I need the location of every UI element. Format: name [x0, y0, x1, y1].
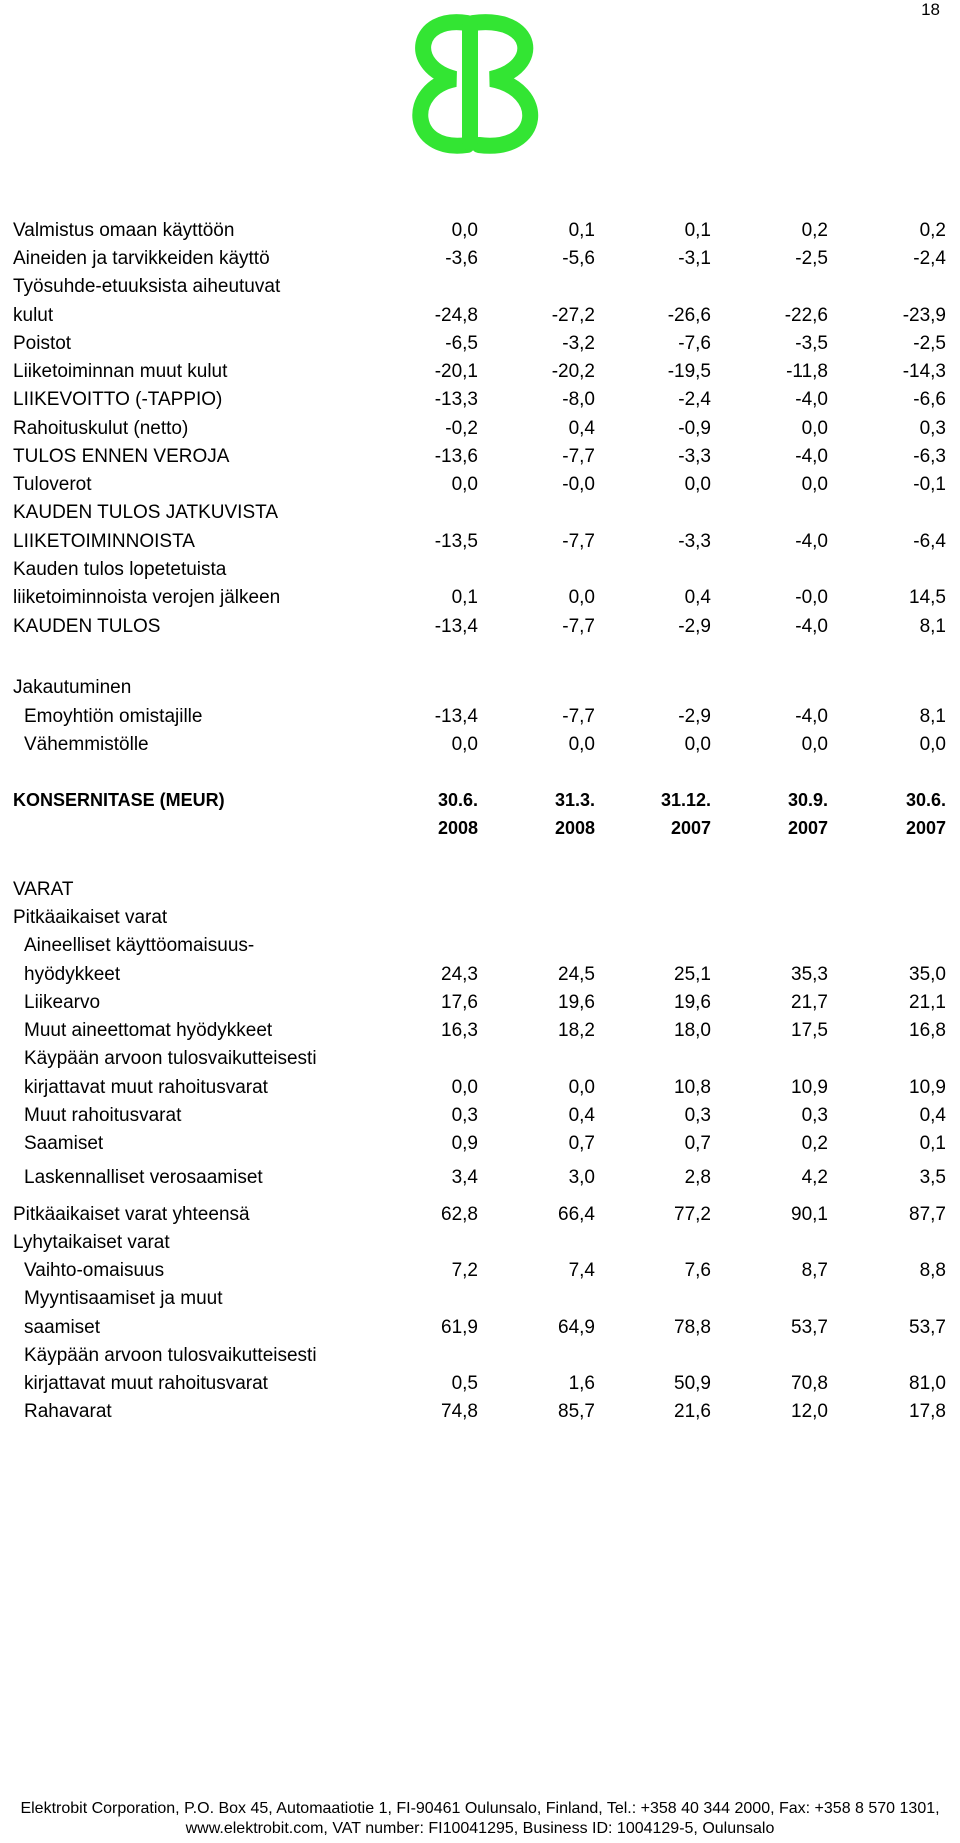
cell-value: -7,6 — [678, 333, 711, 354]
cell-value: 24,3 — [441, 964, 478, 985]
cell-value: -6,6 — [913, 389, 946, 410]
row-label: Laskennalliset verosaamiset — [24, 1167, 263, 1188]
asset-row — [0, 1167, 960, 1197]
cell-value: 21,6 — [674, 1401, 711, 1422]
cell-value: -13,3 — [434, 389, 478, 410]
cell-value: 0,1 — [568, 220, 595, 241]
income-row — [0, 276, 960, 306]
asset-row — [0, 992, 960, 1022]
row-label: Pitkäaikaiset varat — [13, 907, 168, 928]
cell-value: 21,7 — [791, 992, 828, 1013]
cell-value: 2008 — [554, 818, 595, 838]
cell-value: 10,9 — [791, 1077, 828, 1098]
row-label: Poistot — [13, 333, 72, 354]
cell-value: 31.12. — [660, 790, 711, 810]
cell-value: -2,4 — [913, 248, 946, 269]
cell-value: 30.6. — [437, 790, 478, 810]
cell-value: -2,9 — [678, 616, 711, 637]
cell-value: 66,4 — [558, 1204, 595, 1225]
asset-row — [0, 935, 960, 965]
income-row — [0, 220, 960, 250]
cell-value: 0,2 — [801, 220, 828, 241]
cell-value: -22,6 — [784, 305, 828, 326]
cell-value: 7,6 — [684, 1260, 711, 1281]
cell-value: 35,3 — [791, 964, 828, 985]
cell-value: -4,0 — [795, 389, 828, 410]
cell-value: -0,0 — [562, 474, 595, 495]
cell-value: 0,9 — [451, 1133, 478, 1154]
cell-value: 0,7 — [568, 1133, 595, 1154]
cell-value: 3,5 — [919, 1167, 946, 1188]
cell-value: 2008 — [437, 818, 478, 838]
cell-value: 74,8 — [441, 1401, 478, 1422]
cell-value: 7,4 — [568, 1260, 595, 1281]
cell-value: -24,8 — [434, 305, 478, 326]
cell-value: 0,4 — [919, 1105, 946, 1126]
asset-row — [0, 1373, 960, 1403]
cell-value: -4,0 — [795, 616, 828, 637]
income-row — [0, 333, 960, 363]
footer-registration: www.elektrobit.com, VAT number: FI10041295, Business ID: 1004129-5, Oulunsalo — [185, 1820, 775, 1837]
row-label: Liiketoiminnan muut kulut — [13, 361, 228, 382]
cell-value: 18,0 — [674, 1020, 711, 1041]
cell-value: -23,9 — [902, 305, 946, 326]
cell-value: 2007 — [670, 818, 711, 838]
cell-value: 0,0 — [451, 220, 478, 241]
row-label: Lyhytaikaiset varat — [13, 1232, 170, 1253]
cell-value: 0,0 — [568, 734, 595, 755]
asset-row — [0, 1105, 960, 1135]
cell-value: -6,5 — [445, 333, 478, 354]
elektrobit-logo — [395, 5, 555, 170]
cell-value: -2,5 — [913, 333, 946, 354]
cell-value: -2,9 — [678, 706, 711, 727]
cell-value: 0,2 — [919, 220, 946, 241]
cell-value: -0,9 — [678, 418, 711, 439]
cell-value: 0,1 — [919, 1133, 946, 1154]
cell-value: 17,6 — [441, 992, 478, 1013]
cell-value: -3,3 — [678, 446, 711, 467]
income-row — [0, 418, 960, 448]
cell-value: 21,1 — [909, 992, 946, 1013]
row-label: Vähemmistölle — [24, 734, 149, 755]
cell-value: 10,8 — [674, 1077, 711, 1098]
cell-value: 0,0 — [568, 587, 595, 608]
cell-value: -3,6 — [445, 248, 478, 269]
row-label: KONSERNITASE (MEUR) — [13, 790, 225, 810]
row-label: Aineiden ja tarvikkeiden käyttö — [13, 248, 270, 269]
cell-value: 90,1 — [791, 1204, 828, 1225]
cell-value: 30.6. — [905, 790, 946, 810]
cell-value: 16,3 — [441, 1020, 478, 1041]
cell-value: 0,3 — [801, 1105, 828, 1126]
section-heading — [0, 1232, 960, 1262]
cell-value: 87,7 — [909, 1204, 946, 1225]
cell-value: 61,9 — [441, 1317, 478, 1338]
cell-value: -7,7 — [562, 446, 595, 467]
distribution-row — [0, 706, 960, 736]
cell-value: -20,2 — [551, 361, 595, 382]
asset-row — [0, 964, 960, 994]
total-row — [0, 1204, 960, 1234]
cell-value: 81,0 — [909, 1373, 946, 1394]
footer-address: Elektrobit Corporation, P.O. Box 45, Automaatiotie 1, FI-90461 Oulunsalo, Finland, Tel.: +358 40 344 2000, Fax: +358 8 570 1301, — [20, 1800, 940, 1817]
cell-value: 8,8 — [919, 1260, 946, 1281]
cell-value: -13,6 — [434, 446, 478, 467]
cell-value: -4,0 — [795, 446, 828, 467]
row-label: Kauden tulos lopetetuista — [13, 559, 227, 580]
cell-value: -20,1 — [434, 361, 478, 382]
cell-value: 0,0 — [451, 474, 478, 495]
cell-value: 0,0 — [801, 474, 828, 495]
row-label: Rahoituskulut (netto) — [13, 418, 189, 439]
page-number: 18 — [921, 0, 940, 19]
row-label: VARAT — [13, 879, 74, 900]
row-label: Muut aineettomat hyödykkeet — [24, 1020, 273, 1041]
cell-value: -4,0 — [795, 706, 828, 727]
cell-value: -0,2 — [445, 418, 478, 439]
row-label: LIIKETOIMINNOISTA — [13, 531, 195, 552]
cell-value: -2,5 — [795, 248, 828, 269]
row-label: kirjattavat muut rahoitusvarat — [24, 1373, 268, 1394]
cell-value: 0,4 — [684, 587, 711, 608]
row-label: Muut rahoitusvarat — [24, 1105, 182, 1126]
cell-value: 12,0 — [791, 1401, 828, 1422]
cell-value: 0,4 — [568, 418, 595, 439]
section-heading — [0, 677, 960, 707]
cell-value: 2007 — [787, 818, 828, 838]
cell-value: -3,3 — [678, 531, 711, 552]
cell-value: 0,0 — [919, 734, 946, 755]
row-label: Myyntisaamiset ja muut — [24, 1288, 223, 1309]
cell-value: 4,2 — [801, 1167, 828, 1188]
asset-row — [0, 1288, 960, 1318]
row-label: Aineelliset käyttöomaisuus- — [24, 935, 255, 956]
cell-value: 2,8 — [684, 1167, 711, 1188]
row-label: Vaihto-omaisuus — [24, 1260, 165, 1281]
row-label: kulut — [13, 305, 54, 326]
cell-value: -2,4 — [678, 389, 711, 410]
cell-value: 85,7 — [558, 1401, 595, 1422]
cell-value: 0,0 — [801, 418, 828, 439]
cell-value: 30.9. — [787, 790, 828, 810]
cell-value: -27,2 — [551, 305, 595, 326]
cell-value: 17,5 — [791, 1020, 828, 1041]
cell-value: 8,1 — [919, 706, 946, 727]
cell-value: 3,4 — [451, 1167, 478, 1188]
income-row — [0, 361, 960, 391]
asset-row — [0, 1048, 960, 1078]
income-row — [0, 248, 960, 278]
income-row — [0, 616, 960, 646]
cell-value: -8,0 — [562, 389, 595, 410]
income-row — [0, 474, 960, 504]
cell-value: 70,8 — [791, 1373, 828, 1394]
cell-value: -4,0 — [795, 531, 828, 552]
balance-years — [0, 818, 960, 848]
cell-value: 31.3. — [554, 790, 595, 810]
row-label: Tuloverot — [13, 474, 92, 495]
income-row — [0, 587, 960, 617]
income-row — [0, 531, 960, 561]
cell-value: -26,6 — [667, 305, 711, 326]
row-label: hyödykkeet — [24, 964, 121, 985]
cell-value: 78,8 — [674, 1317, 711, 1338]
cell-value: -13,5 — [434, 531, 478, 552]
cell-value: 35,0 — [909, 964, 946, 985]
cell-value: 16,8 — [909, 1020, 946, 1041]
asset-row — [0, 1345, 960, 1375]
cell-value: 10,9 — [909, 1077, 946, 1098]
row-label: Saamiset — [24, 1133, 104, 1154]
row-label: Liikearvo — [24, 992, 101, 1013]
row-label: KAUDEN TULOS JATKUVISTA — [13, 502, 278, 523]
cell-value: 53,7 — [909, 1317, 946, 1338]
balance-header — [0, 790, 960, 820]
cell-value: -5,6 — [562, 248, 595, 269]
cell-value: 0,2 — [801, 1133, 828, 1154]
cell-value: 8,7 — [801, 1260, 828, 1281]
cell-value: 53,7 — [791, 1317, 828, 1338]
asset-row — [0, 1077, 960, 1107]
row-label: KAUDEN TULOS — [13, 616, 161, 637]
cell-value: -3,1 — [678, 248, 711, 269]
cell-value: 18,2 — [558, 1020, 595, 1041]
row-label: LIIKEVOITTO (-TAPPIO) — [13, 389, 223, 410]
cell-value: -13,4 — [434, 616, 478, 637]
cell-value: 17,8 — [909, 1401, 946, 1422]
cell-value: 7,2 — [451, 1260, 478, 1281]
income-row — [0, 446, 960, 476]
cell-value: 0,0 — [451, 734, 478, 755]
cell-value: -7,7 — [562, 616, 595, 637]
row-label: Käypään arvoon tulosvaikutteisesti — [24, 1048, 317, 1069]
asset-row — [0, 1401, 960, 1431]
row-label: saamiset — [24, 1317, 101, 1338]
asset-row — [0, 1260, 960, 1290]
cell-value: -14,3 — [902, 361, 946, 382]
cell-value: -3,2 — [562, 333, 595, 354]
row-label: liiketoiminnoista verojen jälkeen — [13, 587, 281, 608]
distribution-row — [0, 734, 960, 764]
asset-row — [0, 1317, 960, 1347]
cell-value: -19,5 — [667, 361, 711, 382]
cell-value: 0,0 — [451, 1077, 478, 1098]
row-label: Rahavarat — [24, 1401, 112, 1422]
cell-value: 0,0 — [684, 734, 711, 755]
cell-value: 24,5 — [558, 964, 595, 985]
row-label: Valmistus omaan käyttöön — [13, 220, 235, 241]
section-heading — [0, 907, 960, 937]
cell-value: -3,5 — [795, 333, 828, 354]
cell-value: 0,0 — [684, 474, 711, 495]
cell-value: 3,0 — [568, 1167, 595, 1188]
row-label: Emoyhtiön omistajille — [24, 706, 203, 727]
cell-value: 14,5 — [909, 587, 946, 608]
row-label: Työsuhde-etuuksista aiheutuvat — [13, 276, 281, 297]
row-label: Pitkäaikaiset varat yhteensä — [13, 1204, 250, 1225]
cell-value: 8,1 — [919, 616, 946, 637]
cell-value: 1,6 — [568, 1373, 595, 1394]
cell-value: 0,5 — [451, 1373, 478, 1394]
cell-value: 0,1 — [451, 587, 478, 608]
cell-value: -6,4 — [913, 531, 946, 552]
row-label: Käypään arvoon tulosvaikutteisesti — [24, 1345, 317, 1366]
cell-value: 0,1 — [684, 220, 711, 241]
cell-value: 2007 — [905, 818, 946, 838]
cell-value: 64,9 — [558, 1317, 595, 1338]
income-row — [0, 502, 960, 532]
cell-value: 50,9 — [674, 1373, 711, 1394]
cell-value: 0,7 — [684, 1133, 711, 1154]
asset-row — [0, 1020, 960, 1050]
income-row — [0, 305, 960, 335]
income-row — [0, 389, 960, 419]
cell-value: 25,1 — [674, 964, 711, 985]
section-heading — [0, 879, 960, 909]
cell-value: -6,3 — [913, 446, 946, 467]
cell-value: 19,6 — [674, 992, 711, 1013]
cell-value: -11,8 — [786, 361, 828, 382]
cell-value: -13,4 — [434, 706, 478, 727]
cell-value: 77,2 — [674, 1204, 711, 1225]
cell-value: 0,3 — [919, 418, 946, 439]
cell-value: -0,0 — [795, 587, 828, 608]
cell-value: 19,6 — [558, 992, 595, 1013]
cell-value: 0,0 — [568, 1077, 595, 1098]
cell-value: -7,7 — [562, 531, 595, 552]
income-row — [0, 559, 960, 589]
row-label: kirjattavat muut rahoitusvarat — [24, 1077, 268, 1098]
cell-value: -0,1 — [913, 474, 946, 495]
row-label: Jakautuminen — [13, 677, 132, 698]
cell-value: 0,3 — [684, 1105, 711, 1126]
cell-value: 0,3 — [451, 1105, 478, 1126]
cell-value: 62,8 — [441, 1204, 478, 1225]
row-label: TULOS ENNEN VEROJA — [13, 446, 230, 467]
cell-value: 0,0 — [801, 734, 828, 755]
cell-value: -7,7 — [562, 706, 595, 727]
cell-value: 0,4 — [568, 1105, 595, 1126]
asset-row — [0, 1133, 960, 1163]
